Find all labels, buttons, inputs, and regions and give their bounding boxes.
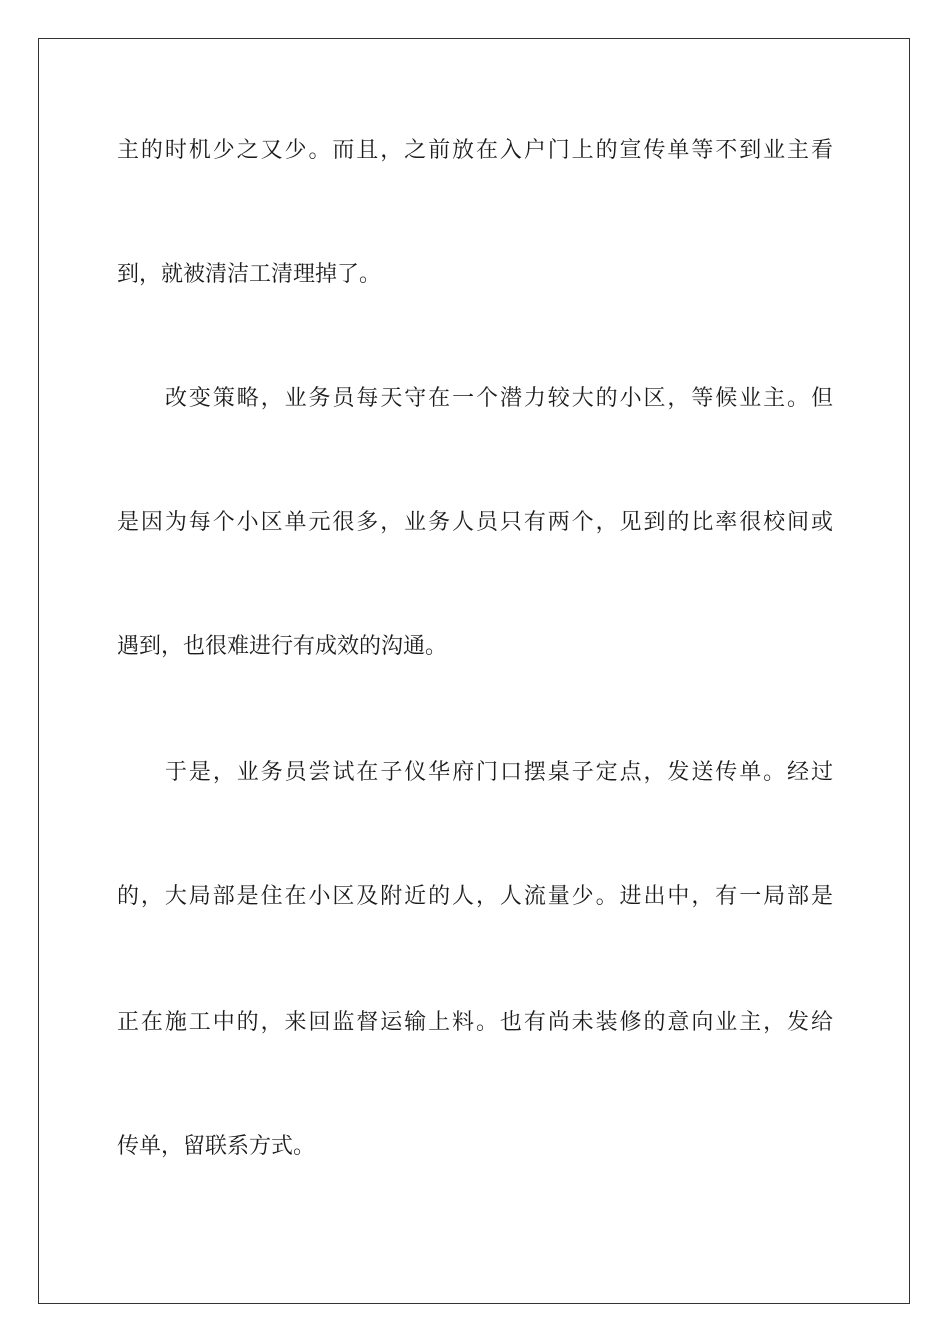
text-line-7: 的，大局部是住在小区及附近的人，人流量少。进出中，有一局部是 [117, 884, 833, 909]
text-line-4: 是因为每个小区单元很多，业务人员只有两个，见到的比率很校间或 [117, 510, 833, 535]
text-line-3: 改变策略，业务员每天守在一个潜力较大的小区，等候业主。但 [165, 386, 833, 411]
text-line-1: 主的时机少之又少。而且，之前放在入户门上的宣传单等不到业主看 [117, 138, 833, 163]
text-line-8: 正在施工中的，来回监督运输上料。也有尚未装修的意向业主，发给 [117, 1010, 833, 1035]
text-line-9: 传单，留联系方式。 [117, 1134, 316, 1159]
text-line-5: 遇到，也很难进行有成效的沟通。 [117, 634, 448, 659]
page-border [38, 38, 910, 1304]
text-line-6: 于是，业务员尝试在子仪华府门口摆桌子定点，发送传单。经过 [165, 760, 833, 785]
text-line-2: 到，就被清洁工清理掉了。 [117, 262, 382, 287]
